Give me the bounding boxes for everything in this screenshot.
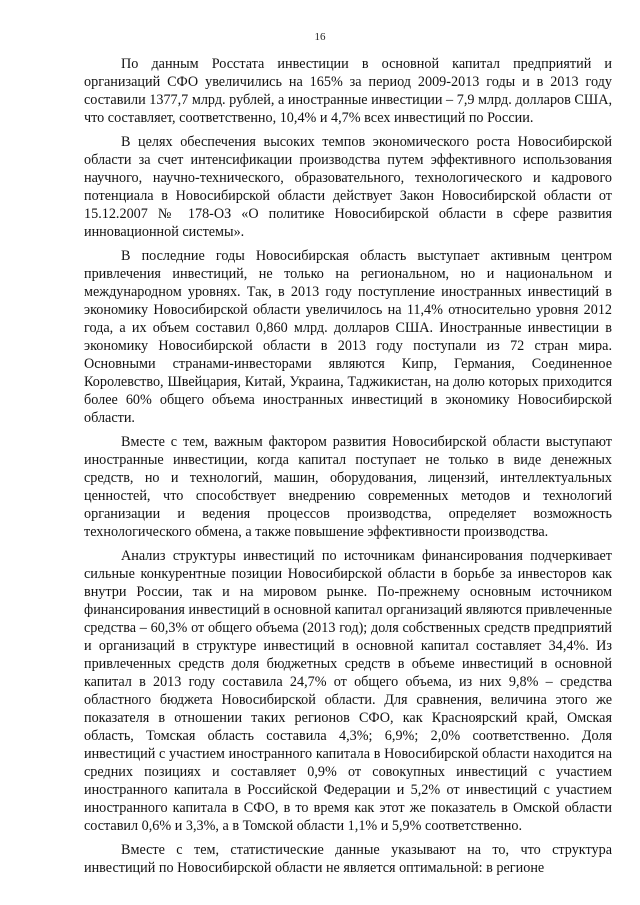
paragraph-rosstat-investments: По данным Росстата инвестиции в основной капитал предприятий и организаций СФО увеличились на 165% за период 2009-2013 годы и в 2013 году составили 1377,7 млрд. рублей, а иностранные инвестиции – 7,9 млрд. долларов США, что составляет, соответственно, 10,4% и 4,7% всех инвестиций по России. [84,56,612,126]
paragraph-statistics-conclusion: Вместе с тем, статистические данные указывают на то, что структура инвестиций по Новосибирской области не является оптимальной: в регионе [84,842,612,876]
page-number: 16 [314,31,326,43]
paragraph-investment-structure-analysis: Анализ структуры инвестиций по источникам финансирования подчеркивает сильные конкурентные позиции Новосибирской области в борьбе за инвесторов как внутри России, так и на мировом рынке. По-прежнему основным источником финансирования инвестиций в основной капитал организаций являются привлеченные средства – 60,3% от общего объема (2013 год); доля собственных средств предприятий и организаций в структуре инвестиций в основной капитал составляет 34,4%. Из привлеченных средств доля бюджетных средств в объеме инвестиций в основной капитал в 2013 году составила 24,7% от общего объема, из них 9,8% – средства областного бюджета Новосибирской области. Для сравнения, величина этого же показателя в отношении таких регионов СФО, как Красноярский край, Омская область, Томская область составила 4,3%; 6,9%; 2,0% соответственно. Доля инвестиций с участием иностранного капитала в Новосибирской области находится на средних позициях и составляет 0,9% от совокупных инвестиций с участием иностранного капитала в Российской Федерации и 5,2% от инвестиций с участием иностранного капитала в СФО, в то время как этот же показатель в Омской области составил 0,6% и 3,3%, а в Томской области 1,1% и 5,9% соответственно. [84,548,612,834]
paragraph-foreign-investments-factor: Вместе с тем, важным фактором развития Новосибирской области выступают иностранные инвестиции, когда капитал поступает не только в виде денежных средств, но и технологий, машин, оборудования, лицензий, интеллектуальных ценностей, что способствует внедрению современных методов и технологий организации и ведения процессов производства, определяет возможность технологического обмена, а также повышение эффективности производства. [84,434,612,540]
paragraph-investment-center: В последние годы Новосибирская область выступает активным центром привлечения инвестиций, не только на региональном, но и национальном и международном уровнях. Так, в 2013 году поступление иностранных инвестиций в экономику Новосибирской области увеличилось на 11,4% относительно уровня 2012 года, а их объем составил 0,860 млрд. долларов США. Иностранные инвестиции в экономику Новосибирской области в 2013 году поступали из 72 стран мира. Основными странами-инвесторами являются Кипр, Германия, Соединенное Королевство, Швейцария, Китай, Украина, Таджикистан, на долю которых приходится более 60% общего объема иностранных инвестиций в экономику Новосибирской области. [84,248,612,426]
paragraph-innovation-law: В целях обеспечения высоких темпов экономического роста Новосибирской области за счет интенсификации производства путем эффективного использования научного, научно-технического, образовательного, технологического и кадрового потенциала в Новосибирской области действует Закон Новосибирской области от 15.12.2007 № 178-ОЗ «О политике Новосибирской области в сфере развития инновационной системы». [84,134,612,240]
document-body [84,55,612,877]
